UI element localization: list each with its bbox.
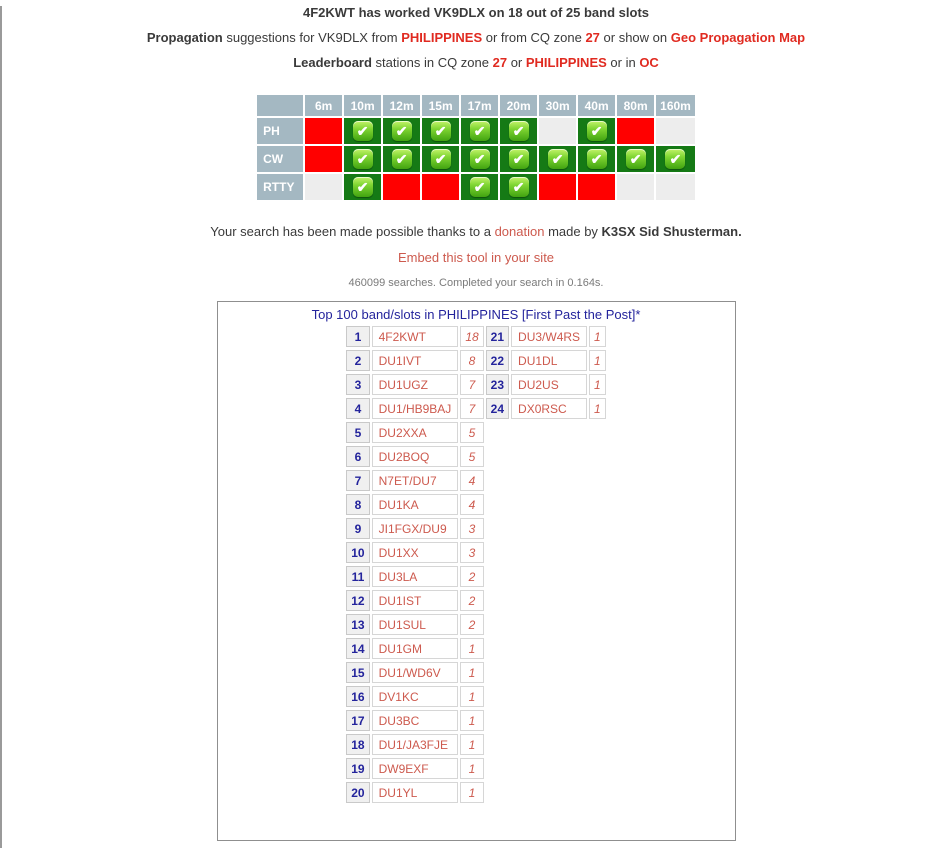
rank-cell: 14	[346, 638, 369, 659]
donation-text-2: made by	[544, 224, 602, 239]
callsign-link[interactable]: DU1YL	[372, 782, 459, 803]
callsign-link[interactable]: DU1SUL	[372, 614, 459, 635]
blank-cell	[589, 422, 606, 443]
rank-cell: 1	[346, 326, 369, 347]
blank-cell	[589, 446, 606, 467]
check-icon: ✔	[587, 149, 607, 169]
band-header-30m: 30m	[539, 95, 576, 116]
blank-cell	[589, 782, 606, 803]
slot-rtty-40m	[578, 174, 615, 200]
slot-count: 1	[460, 782, 483, 803]
slot-count: 18	[460, 326, 483, 347]
blank-cell	[511, 566, 587, 587]
leaderboard-text-1: stations in CQ zone	[371, 55, 493, 70]
blank-cell	[511, 758, 587, 779]
slot-count: 4	[460, 494, 483, 515]
leaderboard-row	[346, 398, 605, 419]
callsign-link[interactable]: DU3/W4RS	[511, 326, 587, 347]
callsign-link[interactable]: DU2BOQ	[372, 446, 459, 467]
check-icon: ✔	[548, 149, 568, 169]
leaderboard-row	[346, 542, 605, 563]
slot-cw-17m	[461, 146, 498, 172]
propagation-text-1: suggestions for VK9DLX from	[222, 30, 402, 45]
leaderboard-row	[346, 782, 605, 803]
slot-cw-6m	[305, 146, 342, 172]
slot-cw-15m	[422, 146, 459, 172]
leaderboard-row	[346, 326, 605, 347]
blank-cell	[486, 614, 509, 635]
blank-cell	[486, 782, 509, 803]
propagation-text-3: or show on	[599, 30, 671, 45]
blank-cell	[511, 710, 587, 731]
check-icon: ✔	[470, 121, 490, 141]
callsign-link[interactable]: DU1GM	[372, 638, 459, 659]
callsign-link[interactable]: DX0RSC	[511, 398, 587, 419]
band-header-12m: 12m	[383, 95, 420, 116]
rank-cell: 23	[486, 374, 509, 395]
band-row-rtty	[257, 174, 695, 200]
slot-ph-10m	[344, 118, 381, 144]
blank-cell	[589, 710, 606, 731]
blank-cell	[589, 686, 606, 707]
slot-ph-15m	[422, 118, 459, 144]
rank-cell: 13	[346, 614, 369, 635]
callsign-link[interactable]: DU1DL	[511, 350, 587, 371]
callsign-link[interactable]: DU1IVT	[372, 350, 459, 371]
blank-cell	[589, 758, 606, 779]
slot-cw-20m	[500, 146, 537, 172]
slot-count: 1	[460, 686, 483, 707]
slot-ph-40m	[578, 118, 615, 144]
blank-cell	[511, 590, 587, 611]
slot-count: 3	[460, 518, 483, 539]
slot-count: 5	[460, 422, 483, 443]
worked-summary-text: 4F2KWT has worked VK9DLX on 18 out of 25 band slots	[303, 5, 649, 20]
band-header-160m: 160m	[656, 95, 695, 116]
donation-text-1: Your search has been made possible thanks to a	[210, 224, 495, 239]
callsign-link[interactable]: DU1KA	[372, 494, 459, 515]
leaderboard-links-line	[2, 56, 950, 69]
slot-rtty-15m	[422, 174, 459, 200]
rank-cell: 19	[346, 758, 369, 779]
band-header-40m: 40m	[578, 95, 615, 116]
leaderboard-row	[346, 518, 605, 539]
donation-link[interactable]: donation	[494, 224, 545, 239]
callsign-link[interactable]: DW9EXF	[372, 758, 459, 779]
blank-cell	[486, 590, 509, 611]
rank-cell: 3	[346, 374, 369, 395]
rank-cell: 9	[346, 518, 369, 539]
rank-cell: 15	[346, 662, 369, 683]
leaderboard-cq-zone-link[interactable]: 27	[492, 55, 508, 70]
propagation-lead: Propagation	[146, 30, 223, 45]
rank-cell: 17	[346, 710, 369, 731]
blank-cell	[486, 566, 509, 587]
donor-name: K3SX Sid Shusterman.	[601, 224, 742, 239]
leaderboard-text-3: or in	[606, 55, 640, 70]
callsign-link[interactable]: DU1XX	[372, 542, 459, 563]
slot-count: 1	[460, 662, 483, 683]
blank-cell	[589, 566, 606, 587]
embed-line	[2, 251, 950, 264]
embed-tool-link[interactable]: Embed this tool in your site	[397, 250, 555, 265]
leaderboard-panel	[217, 301, 736, 841]
slot-count: 2	[460, 590, 483, 611]
band-header-15m: 15m	[422, 95, 459, 116]
slot-ph-12m	[383, 118, 420, 144]
leaderboard-continent-link[interactable]: OC	[639, 55, 659, 70]
blank-cell	[486, 470, 509, 491]
slot-cw-80m	[617, 146, 654, 172]
band-header-20m: 20m	[500, 95, 537, 116]
callsign-link[interactable]: DU1/WD6V	[372, 662, 459, 683]
callsign-link[interactable]: DU3BC	[372, 710, 459, 731]
slot-count: 1	[589, 350, 606, 371]
slot-count: 8	[460, 350, 483, 371]
blank-cell	[589, 518, 606, 539]
mode-label-ph: PH	[257, 118, 303, 144]
check-icon: ✔	[392, 149, 412, 169]
check-icon: ✔	[626, 149, 646, 169]
blank-cell	[589, 542, 606, 563]
blank-cell	[589, 470, 606, 491]
leaderboard-row	[346, 734, 605, 755]
callsign-link[interactable]: DU1IST	[372, 590, 459, 611]
callsign-link[interactable]: DU2XXA	[372, 422, 459, 443]
search-stats-text: 460099 searches. Completed your search in 0.164s.	[348, 277, 604, 289]
rank-cell: 2	[346, 350, 369, 371]
propagation-cq-zone-link[interactable]: 27	[585, 30, 600, 45]
blank-cell	[511, 422, 587, 443]
slot-rtty-20m	[500, 174, 537, 200]
callsign-link[interactable]: DV1KC	[372, 686, 459, 707]
blank-cell	[486, 494, 509, 515]
rank-cell: 6	[346, 446, 369, 467]
slot-ph-160m	[656, 118, 695, 144]
blank-cell	[486, 662, 509, 683]
slot-count: 1	[589, 374, 606, 395]
blank-cell	[511, 782, 587, 803]
slot-count: 1	[460, 710, 483, 731]
leaderboard-title: Top 100 band/slots in PHILIPPINES [First Past the Post]*	[311, 307, 641, 322]
rank-cell: 20	[346, 782, 369, 803]
slot-ph-80m	[617, 118, 654, 144]
slot-count: 1	[460, 734, 483, 755]
blank-cell	[511, 542, 587, 563]
callsign-link[interactable]: DU2US	[511, 374, 587, 395]
blank-cell	[486, 518, 509, 539]
leaderboard-country-link[interactable]: PHILIPPINES	[525, 55, 607, 70]
blank-cell	[486, 758, 509, 779]
leaderboard-row	[346, 686, 605, 707]
rank-cell: 22	[486, 350, 509, 371]
slot-cw-10m	[344, 146, 381, 172]
check-icon: ✔	[431, 121, 451, 141]
slot-cw-160m	[656, 146, 695, 172]
leaderboard-row	[346, 710, 605, 731]
rank-cell: 8	[346, 494, 369, 515]
geo-propagation-map-link[interactable]: Geo Propagation Map	[670, 30, 806, 45]
leaderboard-row	[346, 374, 605, 395]
blank-cell	[511, 734, 587, 755]
slot-ph-17m	[461, 118, 498, 144]
check-icon: ✔	[509, 149, 529, 169]
worked-summary-line	[2, 6, 950, 19]
leaderboard-lead: Leaderboard	[293, 55, 372, 70]
callsign-link[interactable]: DU1/JA3FJE	[372, 734, 459, 755]
blank-cell	[589, 638, 606, 659]
slot-count: 3	[460, 542, 483, 563]
blank-cell	[589, 494, 606, 515]
slot-ph-30m	[539, 118, 576, 144]
blank-cell	[486, 446, 509, 467]
check-icon: ✔	[353, 149, 373, 169]
band-table-corner	[257, 95, 303, 116]
slot-cw-30m	[539, 146, 576, 172]
slot-count: 7	[460, 398, 483, 419]
callsign-link[interactable]: DU1/HB9BAJ	[372, 398, 459, 419]
check-icon: ✔	[470, 177, 490, 197]
band-header-6m: 6m	[305, 95, 342, 116]
blank-cell	[589, 734, 606, 755]
mode-label-cw: CW	[257, 146, 303, 172]
leaderboard-text-2: or	[507, 55, 526, 70]
band-header-17m: 17m	[461, 95, 498, 116]
band-row-cw	[257, 146, 695, 172]
blank-cell	[486, 710, 509, 731]
blank-cell	[486, 734, 509, 755]
leaderboard-row	[346, 350, 605, 371]
leaderboard-row	[346, 494, 605, 515]
slot-count: 1	[460, 638, 483, 659]
leaderboard-row	[346, 446, 605, 467]
rank-cell: 11	[346, 566, 369, 587]
check-icon: ✔	[509, 177, 529, 197]
blank-cell	[486, 422, 509, 443]
rank-cell: 21	[486, 326, 509, 347]
rank-cell: 24	[486, 398, 509, 419]
callsign-link[interactable]: DU1UGZ	[372, 374, 459, 395]
blank-cell	[511, 638, 587, 659]
check-icon: ✔	[431, 149, 451, 169]
rank-cell: 4	[346, 398, 369, 419]
check-icon: ✔	[353, 121, 373, 141]
check-icon: ✔	[470, 149, 490, 169]
slot-count: 2	[460, 566, 483, 587]
rank-cell: 16	[346, 686, 369, 707]
slot-count: 2	[460, 614, 483, 635]
callsign-link[interactable]: 4F2KWT	[372, 326, 459, 347]
leaderboard-row	[346, 638, 605, 659]
mode-label-rtty: RTTY	[257, 174, 303, 200]
check-icon: ✔	[509, 121, 529, 141]
slot-ph-6m	[305, 118, 342, 144]
blank-cell	[511, 662, 587, 683]
slot-cw-40m	[578, 146, 615, 172]
blank-cell	[511, 446, 587, 467]
slot-cw-12m	[383, 146, 420, 172]
callsign-link[interactable]: DU3LA	[372, 566, 459, 587]
slot-count: 7	[460, 374, 483, 395]
blank-cell	[511, 614, 587, 635]
blank-cell	[486, 686, 509, 707]
check-icon: ✔	[587, 121, 607, 141]
band-header-10m: 10m	[344, 95, 381, 116]
slot-count: 1	[589, 398, 606, 419]
leaderboard-row	[346, 590, 605, 611]
donation-note	[2, 225, 950, 238]
leaderboard-row	[346, 470, 605, 491]
leaderboard-row	[346, 566, 605, 587]
slot-rtty-10m	[344, 174, 381, 200]
callsign-link[interactable]: JI1FGX/DU9	[372, 518, 459, 539]
leaderboard-row	[346, 758, 605, 779]
check-icon: ✔	[353, 177, 373, 197]
slot-rtty-160m	[656, 174, 695, 200]
slot-rtty-6m	[305, 174, 342, 200]
blank-cell	[511, 518, 587, 539]
band-slot-table	[255, 93, 697, 202]
slot-rtty-30m	[539, 174, 576, 200]
check-icon: ✔	[392, 121, 412, 141]
blank-cell	[589, 590, 606, 611]
band-header-80m: 80m	[617, 95, 654, 116]
slot-rtty-12m	[383, 174, 420, 200]
rank-cell: 7	[346, 470, 369, 491]
slot-count: 1	[460, 758, 483, 779]
slot-ph-20m	[500, 118, 537, 144]
blank-cell	[511, 470, 587, 491]
leaderboard-row	[346, 614, 605, 635]
rank-cell: 10	[346, 542, 369, 563]
propagation-text-2: or from CQ zone	[482, 30, 586, 45]
propagation-country-link[interactable]: PHILIPPINES	[401, 30, 483, 45]
check-icon: ✔	[665, 149, 685, 169]
slot-rtty-80m	[617, 174, 654, 200]
rank-cell: 12	[346, 590, 369, 611]
search-stats	[2, 277, 950, 289]
blank-cell	[589, 662, 606, 683]
rank-cell: 18	[346, 734, 369, 755]
slot-count: 1	[589, 326, 606, 347]
leaderboard-row	[346, 422, 605, 443]
slot-rtty-17m	[461, 174, 498, 200]
blank-cell	[511, 686, 587, 707]
blank-cell	[511, 494, 587, 515]
blank-cell	[486, 542, 509, 563]
blank-cell	[486, 638, 509, 659]
blank-cell	[589, 614, 606, 635]
slot-count: 5	[460, 446, 483, 467]
callsign-link[interactable]: N7ET/DU7	[372, 470, 459, 491]
leaderboard-table	[344, 323, 607, 806]
propagation-line	[2, 31, 950, 44]
slot-count: 4	[460, 470, 483, 491]
band-row-ph	[257, 118, 695, 144]
leaderboard-row	[346, 662, 605, 683]
rank-cell: 5	[346, 422, 369, 443]
